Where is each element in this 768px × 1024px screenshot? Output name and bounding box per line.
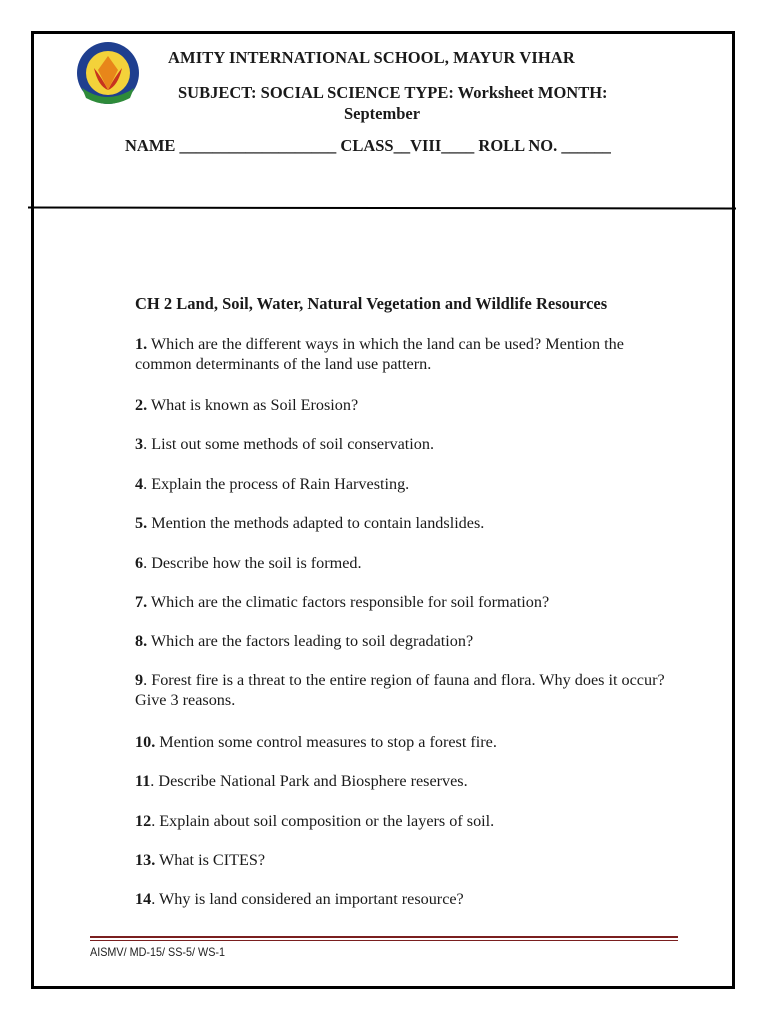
question-item bbox=[135, 889, 680, 909]
question-text: . Why is land considered an important resource? bbox=[151, 890, 464, 908]
question-text: . Explain about soil composition or the layers of soil. bbox=[151, 812, 495, 830]
question-number: 5. bbox=[135, 514, 148, 532]
footer-rule-thin bbox=[90, 940, 678, 941]
question-text: Which are the climatic factors responsible for soil formation? bbox=[147, 593, 550, 611]
question-number: 13. bbox=[135, 851, 156, 869]
question-item bbox=[135, 631, 680, 651]
question-text: Mention the methods adapted to contain landslides. bbox=[147, 514, 485, 532]
question-number: 9 bbox=[135, 671, 144, 689]
question-number: 1. bbox=[135, 335, 148, 353]
question-text: . Forest fire is a threat to the entire region of fauna and flora. Why does it occur? Give 3 reasons. bbox=[135, 671, 665, 709]
document-code: AISMV/ MD-15/ SS-5/ WS-1 bbox=[90, 945, 226, 959]
school-name: AMITY INTERNATIONAL SCHOOL, MAYUR VIHAR bbox=[168, 48, 575, 67]
question-text: . Explain the process of Rain Harvesting. bbox=[143, 475, 410, 493]
month-value: September bbox=[344, 104, 421, 123]
question-item bbox=[135, 850, 680, 870]
question-number: 3 bbox=[135, 435, 144, 453]
question-item bbox=[135, 395, 680, 415]
question-item bbox=[135, 811, 680, 831]
question-text: . Describe how the soil is formed. bbox=[143, 554, 362, 572]
question-item bbox=[135, 670, 680, 710]
question-item bbox=[135, 592, 680, 612]
question-number: 4 bbox=[135, 475, 144, 493]
question-number: 10. bbox=[135, 733, 156, 751]
question-number: 14 bbox=[135, 890, 152, 908]
question-text: What is CITES? bbox=[155, 851, 266, 869]
chapter-title: CH 2 Land, Soil, Water, Natural Vegetation and Wildlife Resources bbox=[135, 294, 608, 313]
question-item bbox=[135, 553, 680, 573]
question-item bbox=[135, 334, 680, 374]
question-text: . List out some methods of soil conservation. bbox=[143, 435, 434, 453]
footer-rule bbox=[90, 936, 678, 938]
question-number: 12 bbox=[135, 812, 152, 830]
question-number: 6 bbox=[135, 554, 144, 572]
question-text: Which are the factors leading to soil degradation? bbox=[147, 632, 474, 650]
question-item bbox=[135, 732, 680, 752]
question-number: 2. bbox=[135, 396, 148, 414]
question-number: 7. bbox=[135, 593, 148, 611]
question-item bbox=[135, 474, 680, 494]
student-info-row: NAME ___________________ CLASS__VIII____ ROLL NO. ______ bbox=[125, 136, 611, 155]
question-item bbox=[135, 513, 680, 533]
page-border bbox=[31, 31, 735, 989]
subject-line: SUBJECT: SOCIAL SCIENCE TYPE: Worksheet MONTH: bbox=[178, 83, 608, 102]
question-text: Mention some control measures to stop a forest fire. bbox=[155, 733, 497, 751]
question-item bbox=[135, 434, 680, 454]
question-number: 8. bbox=[135, 632, 148, 650]
question-text: . Describe National Park and Biosphere reserves. bbox=[150, 772, 468, 790]
question-text: Which are the different ways in which the land can be used? Mention the common determinants of the land use pattern. bbox=[135, 335, 624, 373]
question-number: 11 bbox=[135, 772, 151, 790]
question-item bbox=[135, 771, 680, 791]
question-text: What is known as Soil Erosion? bbox=[147, 396, 359, 414]
school-crest-icon bbox=[72, 40, 144, 106]
